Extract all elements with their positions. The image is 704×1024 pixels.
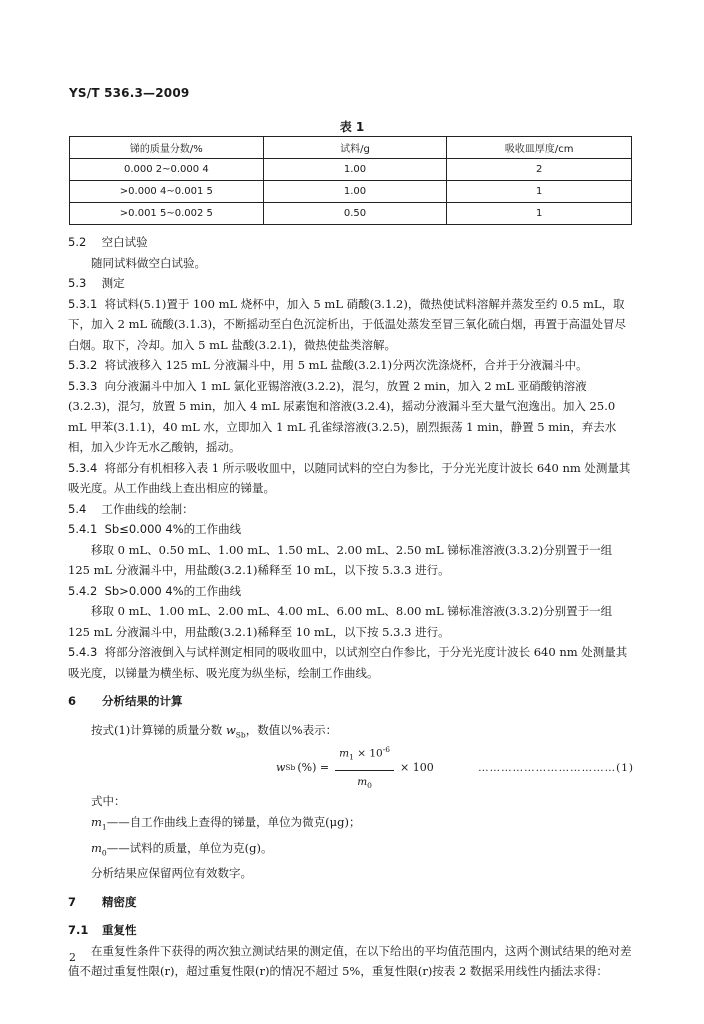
table-row (70, 203, 632, 225)
where-label: 式中： (91, 794, 126, 809)
table-cell: 1 (447, 181, 632, 203)
table-cell: >0.001 5~0.002 5 (70, 203, 264, 225)
variable-definition: $m_0——$试料的质量，单位为克(g)。 (91, 840, 273, 857)
section-heading-5-4-1: 5.4.1 Sb≤0.000 4%的工作曲线 (68, 522, 242, 536)
table-caption: 表 1 (339, 120, 365, 134)
formula-block (68, 747, 634, 789)
clause-5-3-2: 5.3.2 将试液移入 125 mL 分液漏斗中，用 5 mL 盐酸(3.2.1)分两次洗涤烧杯，合并于分液漏斗中。 (68, 358, 588, 372)
paragraph: 移取 0 mL、1.00 mL、2.00 mL、4.00 mL、6.00 mL、8.00 mL 锑标准溶液(3.3.2)分别置于一组 125 mL 分液漏斗中，用盐酸(3.2.1)稀释至 10 mL，以下按 5.3.3 进行。 (68, 604, 613, 639)
table-cell: 1.00 (263, 181, 447, 203)
antimony-sample-table (69, 136, 632, 225)
paragraph: 随同试料做空白试验。 (91, 255, 206, 270)
section-heading-7-1: 7.1 重复性 (68, 923, 137, 938)
table-cell: 1.00 (263, 159, 447, 181)
clause-5-4-3: 5.4.3 将部分溶液倒入与试样测定相同的吸收皿中，以试剂空白作参比，于分光光度计波长 640 nm 处测量其吸光度，以锑量为横坐标、吸光度为纵坐标，绘制工作曲线。 (68, 645, 628, 680)
section-heading-5-2: 5.2 空白试验 (68, 235, 148, 249)
table-row (70, 181, 632, 203)
table-header-cell: 吸收皿厚度/cm (447, 137, 632, 159)
section-heading-7: 7 精密度 (68, 894, 137, 909)
formula: w Sb (%) = $\frac{m_1 \times 10^{-6}}{m_0}$ × 100 (276, 747, 434, 789)
section-heading-5-4-2: 5.4.2 Sb>0.000 4%的工作曲线 (68, 583, 242, 598)
table-header-row (70, 137, 632, 159)
formula-intro: 按式(1)计算锑的质量分数 $w_{Sb}$，数值以%表示： (91, 722, 338, 739)
clause-5-3-1: 5.3.1 将试料(5.1)置于 100 mL 烧杯中，加入 5 mL 硝酸(3.1.2)，微热使试料溶解并蒸发至约 0.5 mL，取下，加入 2 mL 硫酸(3.1.3)，不断摇动至白色沉淀析出，于低温处蒸发至冒三氧化硫白烟，再置于高温处冒尽白烟。取下，冷却。加入 5 mL 盐酸(3.2.1)，微热使盐类溶解。 (68, 296, 627, 352)
table-cell: 1 (447, 203, 632, 225)
standard-number: YS/T 536.3—2009 (69, 86, 190, 100)
table-header-cell: 锑的质量分数/% (70, 137, 264, 159)
page-number: 2 (69, 951, 76, 964)
table-header-cell: 试料/g (263, 137, 447, 159)
variable-definition: $m_1——$自工作曲线上查得的锑量，单位为微克(μg)； (91, 814, 361, 832)
table-cell: 2 (447, 159, 632, 181)
table-cell: >0.000 4~0.001 5 (70, 181, 264, 203)
section-heading-6: 6 分析结果的计算 (68, 694, 183, 708)
section-heading-5-3: 5.3 测定 (68, 276, 125, 290)
paragraph: 分析结果应保留两位有效数字。 (91, 866, 252, 881)
paragraph: 在重复性条件下获得的两次独立测试结果的测定值，在以下给出的平均值范围内，这两个测试结果的绝对差值不超过重复性限(r)，超过重复性限(r)的情况不超过 5%，重复性限(r)按表 2 数据采用线性内插法求得： (68, 943, 632, 979)
clause-5-3-3: 5.3.3 向分液漏斗中加入 1 mL 氯化亚锡溶液(3.2.2)，混匀，放置 2 min，加入 2 mL 亚硝酸钠溶液(3.2.3)，混匀，放置 5 min，加入 4 mL 尿素饱和溶液(3.2.4)，摇动分液漏斗至大量气泡逸出。加入 25.0 mL 甲苯(3.1.1)，40 mL 水，立即加入 1 mL 孔雀绿溶液(3.2.5)，剧烈振荡 1 min，静置 5 min，弃去水相，加入少许无水乙酸钠，摇动。 (68, 378, 617, 454)
clause-5-3-4: 5.3.4 将部分有机相移入表 1 所示吸收皿中，以随同试料的空白为参比，于分光光度计波长 640 nm 处测量其吸光度。从工作曲线上查出相应的锑量。 (68, 460, 631, 495)
table-row (70, 159, 632, 181)
table-cell: 0.50 (263, 203, 447, 225)
paragraph: 移取 0 mL、0.50 mL、1.00 mL、1.50 mL、2.00 mL、2.50 mL 锑标准溶液(3.3.2)分别置于一组 125 mL 分液漏斗中，用盐酸(3.2.1)稀释至 10 mL，以下按 5.3.3 进行。 (68, 542, 613, 577)
section-heading-5-4: 5.4 工作曲线的绘制： (68, 501, 194, 516)
table-cell: 0.000 2~0.000 4 (70, 159, 264, 181)
formula-fraction: $\frac{m_1 \times 10^{-6}}{m_0}$ (335, 740, 394, 796)
document-body (68, 232, 634, 982)
formula-number: ………………………………(1) (478, 762, 634, 775)
